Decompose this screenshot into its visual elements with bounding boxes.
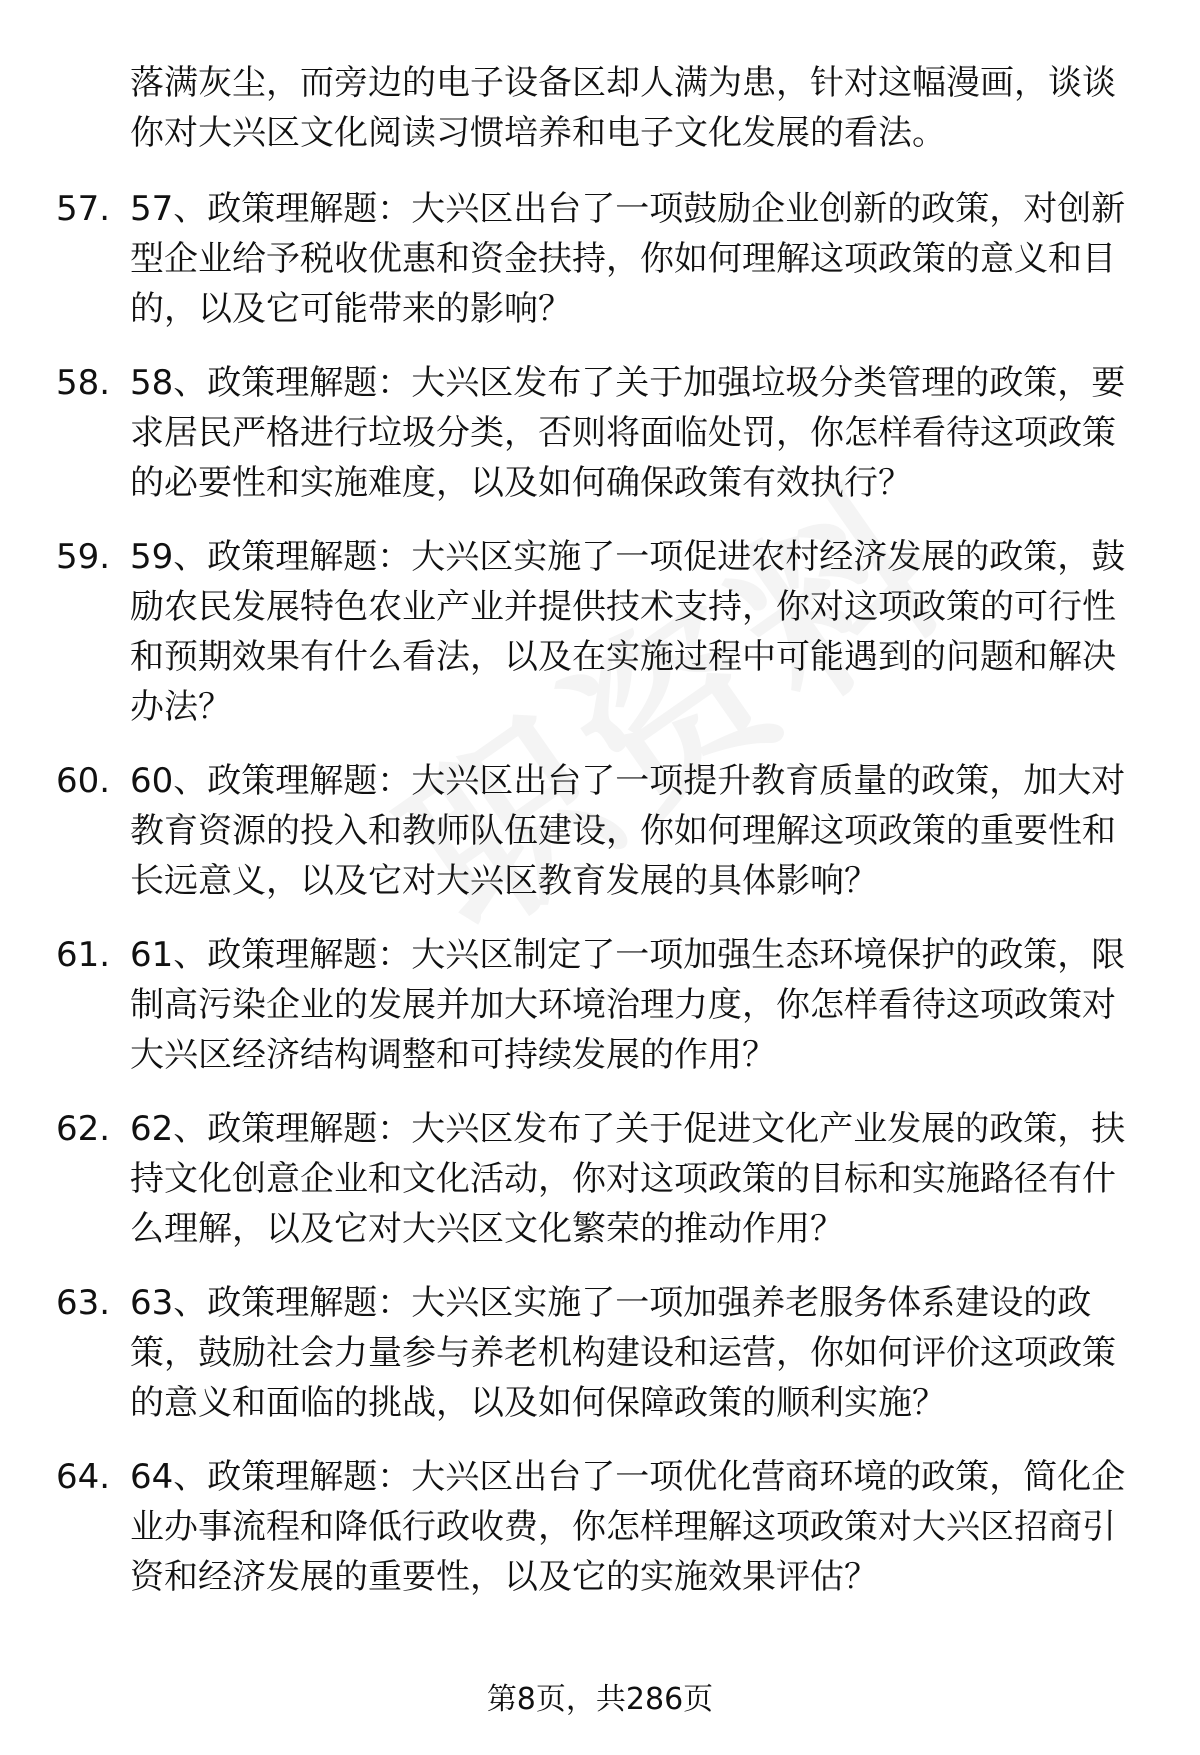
item-number: 62.: [56, 1109, 111, 1149]
list-item: [56, 1452, 1146, 1602]
question-list: [56, 58, 1146, 1626]
list-item: [56, 1104, 1146, 1254]
item-text: 59、政策理解题：大兴区实施了一项促进农村经济发展的政策，鼓励农民发展特色农业产业并提供技术支持，你对这项政策的可行性和预期效果有什么看法，以及在实施过程中可能遇到的问题和解决办法？: [130, 537, 1126, 727]
list-item: [56, 930, 1146, 1080]
item-text: 57、政策理解题：大兴区出台了一项鼓励企业创新的政策，对创新型企业给予税收优惠和资金扶持，你如何理解这项政策的意义和目的，以及它可能带来的影响？: [130, 189, 1126, 329]
list-item: [56, 184, 1146, 334]
item-text: 60、政策理解题：大兴区出台了一项提升教育质量的政策，加大对教育资源的投入和教师队伍建设，你如何理解这项政策的重要性和长远意义，以及它对大兴区教育发展的具体影响？: [130, 761, 1126, 901]
item-text: 64、政策理解题：大兴区出台了一项优化营商环境的政策，简化企业办事流程和降低行政收费，你怎样理解这项政策对大兴区招商引资和经济发展的重要性，以及它的实施效果评估？: [130, 1457, 1126, 1597]
item-text: 62、政策理解题：大兴区发布了关于促进文化产业发展的政策，扶持文化创意企业和文化活动，你对这项政策的目标和实施路径有什么理解，以及它对大兴区文化繁荣的推动作用？: [130, 1109, 1126, 1249]
item-text: 58、政策理解题：大兴区发布了关于加强垃圾分类管理的政策，要求居民严格进行垃圾分类，否则将面临处罚，你怎样看待这项政策的必要性和实施难度，以及如何确保政策有效执行？: [130, 363, 1126, 503]
item-number: 64.: [56, 1457, 111, 1497]
list-item-continuation: [56, 58, 1146, 158]
item-number: 57.: [56, 189, 111, 229]
item-number: 59.: [56, 537, 111, 577]
list-item: [56, 756, 1146, 906]
page-footer: 第8页，共286页: [486, 1682, 714, 1717]
list-item: [56, 1278, 1146, 1428]
item-text: 61、政策理解题：大兴区制定了一项加强生态环境保护的政策，限制高污染企业的发展并加大环境治理力度，你怎样看待这项政策对大兴区经济结构调整和可持续发展的作用？: [130, 935, 1126, 1075]
list-item: [56, 532, 1146, 732]
item-number: 58.: [56, 363, 111, 403]
continuation-text: 落满灰尘，而旁边的电子设备区却人满为患，针对这幅漫画，谈谈你对大兴区文化阅读习惯培养和电子文化发展的看法。: [130, 63, 1116, 153]
item-number: 63.: [56, 1283, 111, 1323]
item-text: 63、政策理解题：大兴区实施了一项加强养老服务体系建设的政策，鼓励社会力量参与养老机构建设和运营，你如何评价这项政策的意义和面临的挑战，以及如何保障政策的顺利实施？: [130, 1283, 1116, 1423]
list-item: [56, 358, 1146, 508]
item-number: 61.: [56, 935, 111, 975]
item-number: 60.: [56, 761, 111, 801]
